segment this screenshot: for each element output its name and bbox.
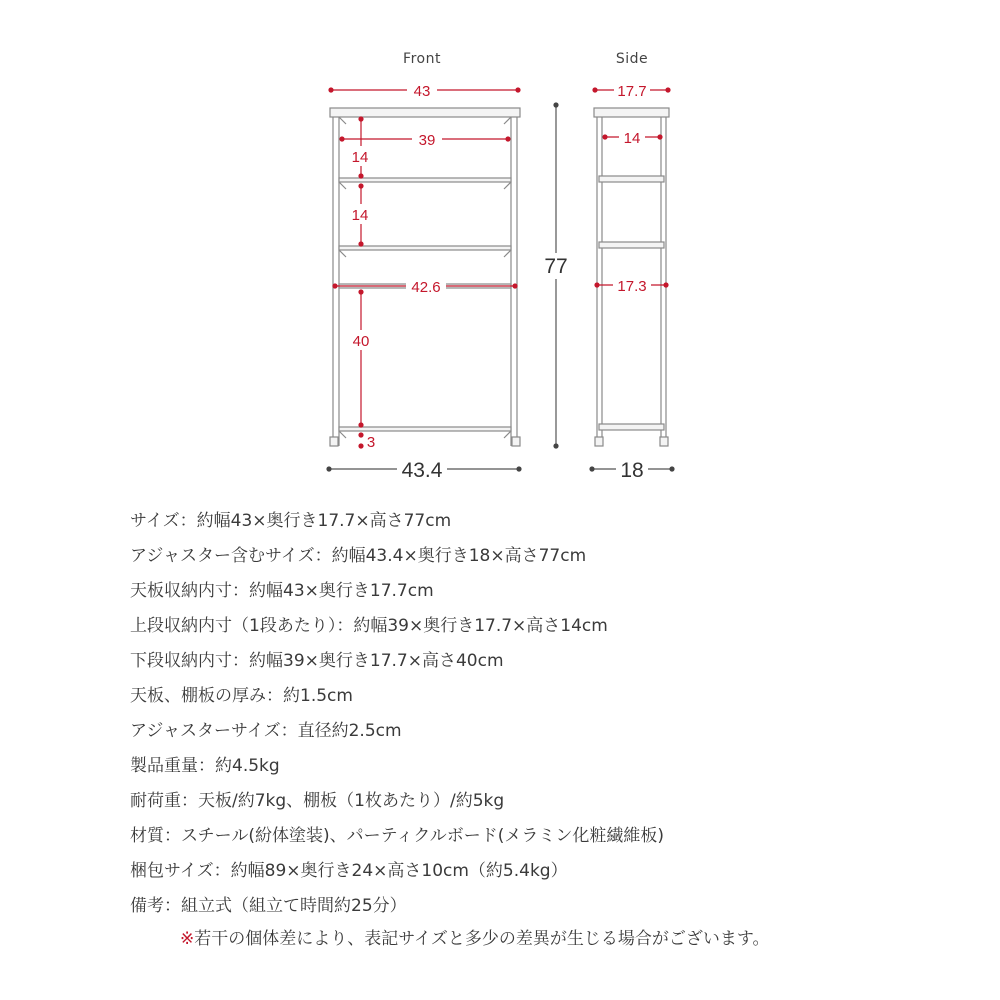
spec-adjuster-size: アジャスターサイズ：直径約2.5cm	[130, 721, 402, 741]
spec-load-capacity: 耐荷重：天板/約7kg、棚板（1枚あたり）/約5kg	[130, 791, 505, 811]
spec-material: 材質：スチール(紛体塗装)、パーティクルボード(メラミン化粧繊維板)	[130, 826, 664, 846]
front-total-width-label: 43.4	[401, 459, 443, 482]
spec-top-board-storage: 天板収納内寸：約幅43×奥行き17.7cm	[130, 581, 434, 601]
front-top-width-label: 43	[413, 83, 431, 100]
lower-height-label: 40	[352, 333, 370, 350]
upper-shelf-2-height-label: 14	[351, 207, 369, 224]
front-middle-width-label: 42.6	[411, 279, 441, 296]
front-view-title: Front	[403, 51, 441, 67]
spec-size: サイズ：約幅43×奥行き17.7×高さ77cm	[130, 511, 452, 531]
spec-product-weight: 製品重量：約4.5kg	[130, 756, 280, 776]
side-view-title: Side	[615, 51, 649, 67]
side-total-depth-dimension	[589, 457, 674, 483]
side-top-depth-label: 17.7	[617, 83, 647, 100]
total-height-dimension	[540, 102, 572, 448]
note-mark: ※	[180, 929, 195, 949]
spec-size-with-adjuster: アジャスター含むサイズ：約幅43.4×奥行き18×高さ77cm	[130, 546, 587, 566]
side-inner-depth-label: 14	[623, 130, 641, 147]
upper-shelf-1-height-label: 14	[351, 149, 369, 166]
spec-lower-storage: 下段収納内寸：約幅39×奥行き17.7×高さ40cm	[130, 651, 504, 671]
front-dim-top-width	[328, 80, 520, 100]
side-dim-middle-depth	[594, 275, 668, 295]
front-inner-width-label: 39	[418, 132, 436, 149]
spec-list	[130, 506, 970, 926]
bottom-gap-label: 3	[366, 434, 376, 451]
note-text: 若干の個体差により、表記サイズと多少の差異が生じる場合がございます。	[194, 929, 770, 949]
disclaimer-note	[180, 924, 770, 954]
side-middle-depth-label: 17.3	[617, 278, 647, 295]
spec-remarks: 備考：組立式（組立て時間約25分）	[130, 896, 407, 916]
spec-package-size: 梱包サイズ：約幅89×奥行き24×高さ10cm（約5.4kg）	[130, 861, 568, 881]
spec-upper-storage: 上段収納内寸（1段あたり）：約幅39×奥行き17.7×高さ14cm	[130, 616, 608, 636]
side-dim-inner-depth	[602, 127, 662, 147]
side-dim-top-depth	[592, 80, 670, 100]
front-total-width-dimension	[326, 457, 521, 483]
total-height-label: 77	[544, 255, 568, 278]
side-total-depth-label: 18	[620, 459, 644, 482]
spec-board-thickness: 天板、棚板の厚み：約1.5cm	[130, 686, 353, 706]
